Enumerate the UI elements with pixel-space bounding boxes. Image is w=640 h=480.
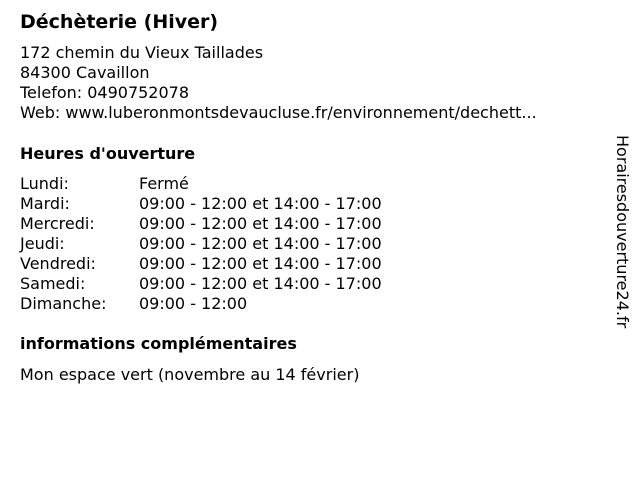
day-label: Samedi: (20, 274, 86, 293)
time-range: 09:00 - 12:00 et 14:00 - 17:00 (139, 214, 382, 233)
time-range: 09:00 - 12:00 et 14:00 - 17:00 (139, 234, 382, 253)
street-address: 172 chemin du Vieux Taillades (20, 43, 264, 62)
website-link[interactable]: Web: www.luberonmontsdevaucluse.fr/environnement/dechett... (20, 103, 537, 122)
day-label: Mardi: (20, 194, 70, 213)
phone-number: Telefon: 0490752078 (20, 83, 190, 102)
hours-row (20, 294, 382, 314)
hours-row (20, 214, 382, 234)
day-label: Dimanche: (20, 294, 107, 313)
day-label: Lundi: (20, 174, 69, 193)
hours-row (20, 274, 382, 294)
day-label: Jeudi: (20, 234, 65, 253)
time-range: 09:00 - 12:00 et 14:00 - 17:00 (139, 274, 382, 293)
opening-hours-table (20, 174, 382, 314)
additional-info-text: Mon espace vert (novembre au 14 février) (20, 365, 360, 384)
site-watermark: Horairesdouverture24.fr (613, 135, 632, 329)
hours-row (20, 254, 382, 274)
hours-row (20, 234, 382, 254)
hours-row (20, 174, 382, 194)
time-range: 09:00 - 12:00 et 14:00 - 17:00 (139, 254, 382, 273)
opening-hours-heading: Heures d'ouverture (20, 144, 196, 163)
page-title: Déchèterie (Hiver) (20, 11, 219, 33)
day-label: Vendredi: (20, 254, 96, 273)
day-label: Mercredi: (20, 214, 95, 233)
city-postcode: 84300 Cavaillon (20, 63, 150, 82)
additional-info-heading: informations complémentaires (20, 334, 297, 353)
hours-row (20, 194, 382, 214)
time-range: 09:00 - 12:00 et 14:00 - 17:00 (139, 194, 382, 213)
time-range: Fermé (139, 174, 189, 193)
address-block (20, 43, 537, 123)
time-range: 09:00 - 12:00 (139, 294, 248, 313)
